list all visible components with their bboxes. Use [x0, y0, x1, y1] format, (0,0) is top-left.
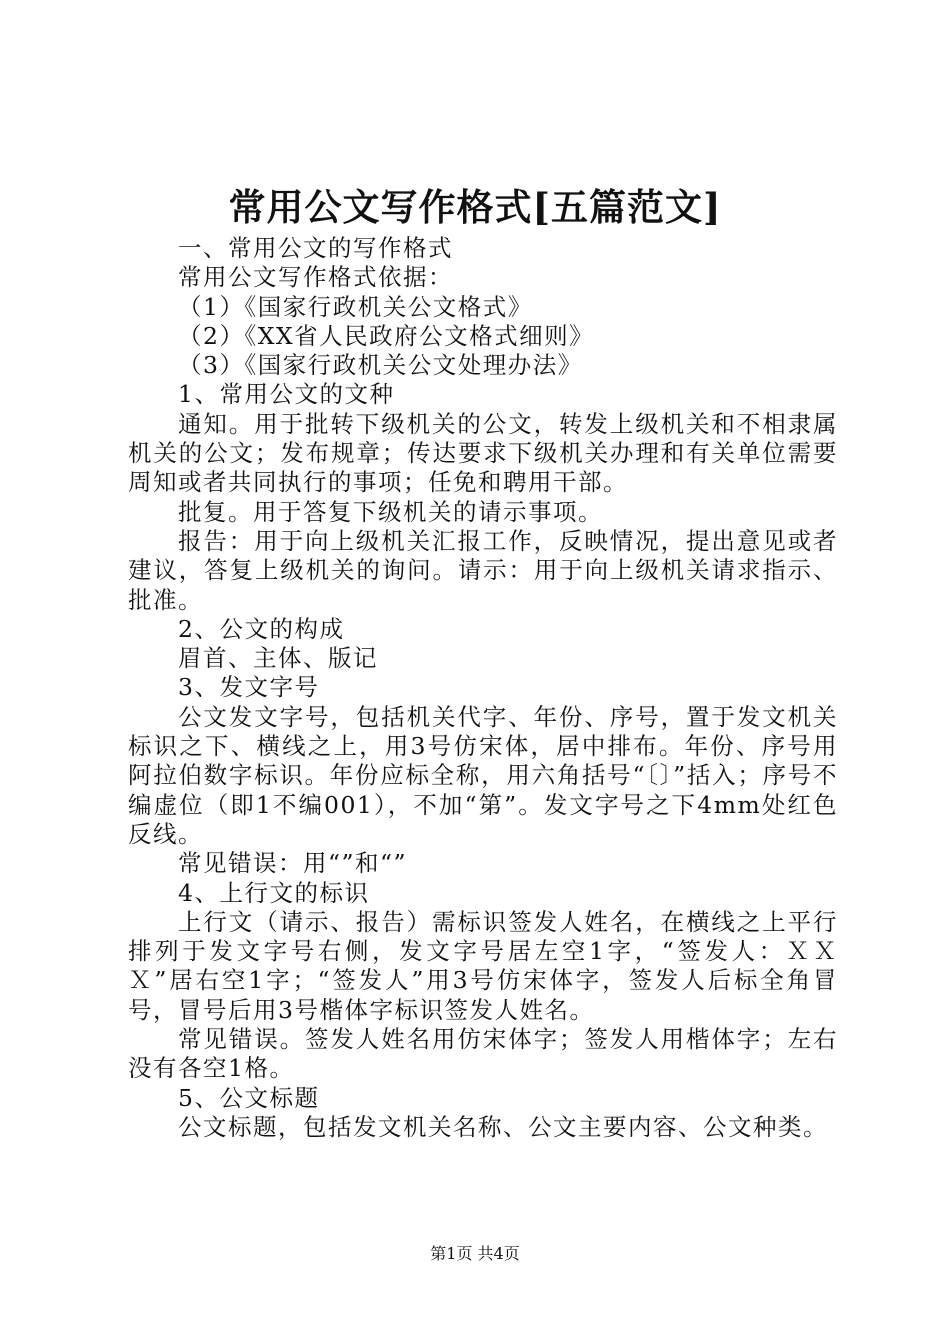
paragraph: 3、发文字号 [178, 673, 320, 702]
paragraph: 常见错误：用“”和“” [178, 849, 408, 878]
paragraph: 2、公文的构成 [178, 614, 345, 643]
document-title: 常用公文写作格式[五篇范文] [228, 185, 722, 229]
paragraph: 批复。用于答复下级机关的请示事项。 [178, 497, 603, 526]
paragraph: 公文标题，包括发文机关名称、公文主要内容、公文种类。 [178, 1112, 828, 1141]
page-footer: 第1页 共4页 [430, 1244, 520, 1263]
document-body [128, 234, 838, 1142]
paragraph: 通知。用于批转下级机关的公文，转发上级机关和不相隶属机关的公文；发布规章；传达要求下级机关办理和有关单位需要周知或者共同执行的事项；任免和聘用干部。 [128, 409, 838, 497]
paragraph: 5、公文标题 [178, 1083, 320, 1112]
paragraph: （1）《国家行政机关公文格式》 [178, 292, 533, 321]
paragraph: （2）《XX省人民政府公文格式细则》 [178, 321, 595, 350]
paragraph: （3）《国家行政机关公文处理办法》 [178, 351, 583, 380]
paragraph: 上行文（请示、报告）需标识签发人姓名，在横线之上平行排列于发文字号右侧，发文字号居左空1字，“签发人：ＸＸＸ”居右空1字；“签发人”用3号仿宋体字，签发人后标全角冒号，冒号后用3号楷体字标识签发人姓名。 [128, 907, 838, 1024]
paragraph: 4、上行文的标识 [178, 878, 370, 907]
paragraph: 眉首、主体、版记 [178, 644, 378, 673]
paragraph: 常见错误。签发人姓名用仿宋体字；签发人用楷体字；左右没有各空1格。 [128, 1025, 838, 1083]
paragraph: 1、常用公文的文种 [178, 380, 395, 409]
paragraph: 一、常用公文的写作格式 [178, 234, 453, 262]
paragraph: 公文发文字号，包括机关代字、年份、序号，置于发文机关标识之下、横线之上，用3号仿宋体，居中排布。年份、序号用阿拉伯数字标识。年份应标全称，用六角括号“〔〕”括入；序号不编虚位（即1不编001），不加“第”。发文字号之下4mm处红色反线。 [128, 702, 838, 848]
paragraph: 报告：用于向上级机关汇报工作，反映情况，提出意见或者建议，答复上级机关的询问。请示：用于向上级机关请求指示、批准。 [128, 526, 838, 614]
paragraph: 常用公文写作格式依据： [178, 263, 453, 292]
